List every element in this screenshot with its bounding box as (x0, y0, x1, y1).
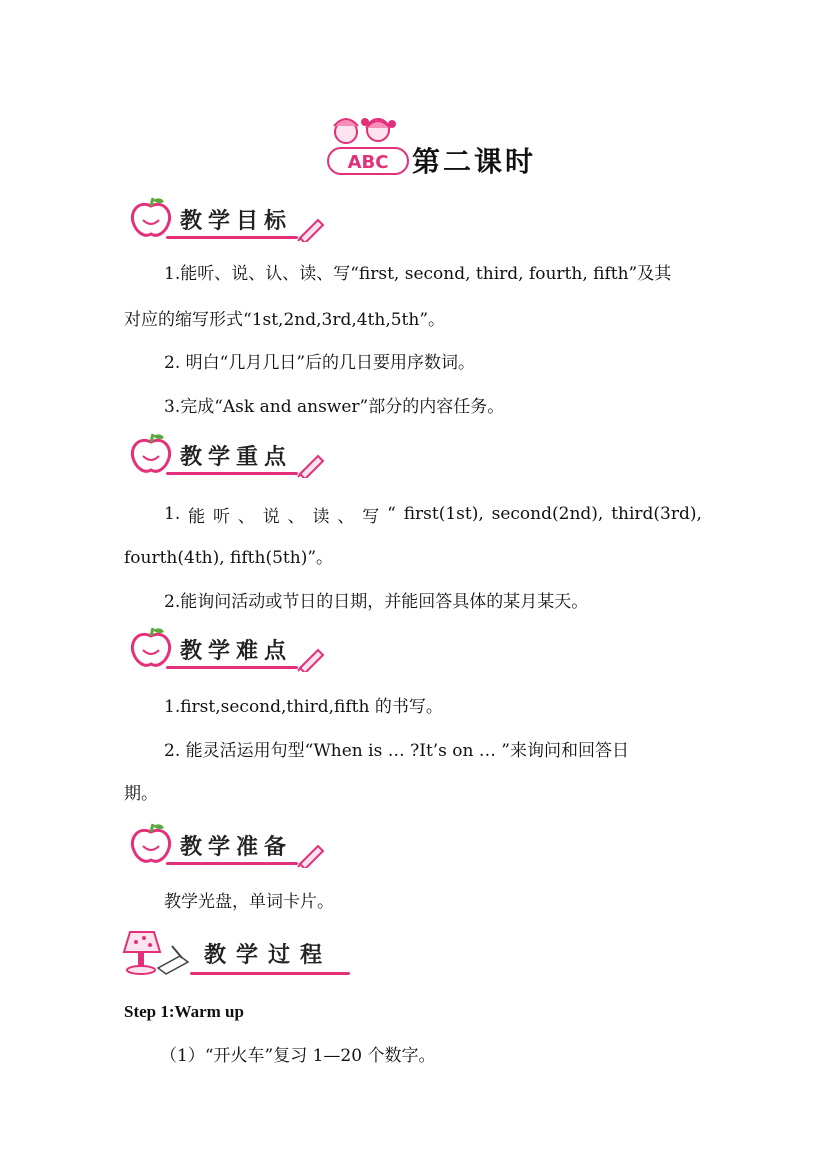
pen-icon (296, 646, 326, 672)
text-fragment: second(2nd), (491, 504, 604, 524)
goal-line-3: 3.完成“Ask and answer”部分的内容任务。 (164, 397, 505, 417)
kids-abc-icon (326, 112, 412, 178)
text-fragment: 听 (212, 506, 230, 527)
svg-text:ABC: ABC (347, 152, 389, 173)
text-fragment: 1. (164, 504, 181, 524)
section-heading-label: 教学难点 (180, 639, 293, 664)
text-fragment: first(1st), (403, 504, 484, 524)
step-1-item-1: （1）“开火车”复习 1—20 个数字。 (160, 1046, 436, 1066)
text-fragment: 说 (262, 506, 280, 527)
heading-underline (166, 862, 298, 865)
pen-icon (296, 842, 326, 868)
section-heading-label: 教学目标 (180, 209, 293, 234)
text-fragment: third(3rd), (611, 504, 702, 524)
goal-line-2: 2. 明白“几月几日”后的几日要用序数词。 (164, 353, 476, 373)
section-heading-process (122, 928, 362, 980)
section-heading-label: 教学过程 (204, 943, 333, 968)
difficulty-line-2: 2. 能灵活运用句型“When is … ?It’s on … ”来询问和回答日 (164, 741, 629, 761)
difficulty-line-1: 1.first,second,third,fifth 的书写。 (164, 697, 443, 717)
heading-underline (166, 236, 298, 239)
section-heading-key-points (128, 432, 328, 482)
apple-icon (128, 822, 174, 866)
heading-underline (166, 666, 298, 669)
text-fragment: 能 (188, 506, 206, 527)
heading-underline (166, 472, 298, 475)
key-point-line-2: 2.能询问活动或节日的日期，并能回答具体的某月某天。 (164, 592, 589, 612)
key-point-line-1-cont: fourth(4th), fifth(5th)”。 (124, 548, 334, 568)
pen-icon (296, 452, 326, 478)
section-heading-label: 教学准备 (180, 835, 293, 860)
text-fragment: 、 (237, 506, 255, 527)
goal-line-1: 1.能听、说、认、读、写“first, second, third, fourth, fifth”及其 (164, 264, 672, 284)
text-fragment: 、 (287, 506, 305, 527)
apple-icon (128, 626, 174, 670)
section-heading-preparation (128, 822, 328, 872)
apple-icon (128, 196, 174, 240)
apple-icon (128, 432, 174, 476)
lamp-book-icon (122, 928, 192, 978)
section-heading-goals (128, 196, 328, 246)
page-title: 第二课时 (412, 145, 537, 178)
text-fragment: 写 (362, 506, 380, 527)
pen-icon (296, 216, 326, 242)
text-fragment: “ (387, 504, 396, 524)
heading-underline (190, 972, 350, 975)
section-heading-label: 教学重点 (180, 445, 293, 470)
section-heading-difficulties (128, 626, 328, 676)
difficulty-line-2-cont: 期。 (124, 784, 158, 804)
goal-line-1-cont: 对应的缩写形式“1st,2nd,3rd,4th,5th”。 (124, 310, 446, 330)
key-point-line-1 (164, 502, 702, 526)
step-1-heading: Step 1:Warm up (124, 1002, 244, 1021)
preparation-line-1: 教学光盘，单词卡片。 (164, 892, 334, 912)
text-fragment: 、 (337, 506, 355, 527)
text-fragment: 读 (312, 506, 330, 527)
